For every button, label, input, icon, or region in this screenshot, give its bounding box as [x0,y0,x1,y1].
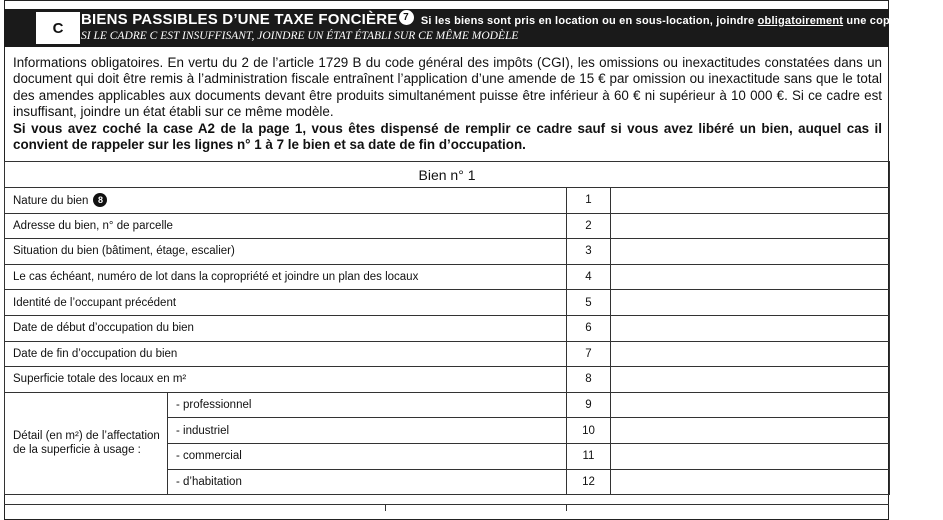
row-input-cell[interactable] [611,213,890,239]
section-subtitle: SI LE CADRE C EST INSUFFISANT, JOINDRE UN ÉTAT ÉTABLI SUR CE MÊME MODÈLE [81,30,519,42]
info-paragraph: Informations obligatoires. En vertu du 2 de l’article 1729 B du code général des impôts (CGI), les omissions ou inexactitudes constatées dans un document qui doit être remis à l’administration fiscale entraînent l’application d’une amende de 15 € par omission ou inexactitude sans que le total des amendes applicables aux documents devant être produits simultanément puisse être inférieur à 60 € ni supérieur à 10 000 €. Si ce cadre est insuffisant, joindre un état établi sur ce même modèle. [13,55,882,120]
row-label: - professionnel [168,392,567,418]
divider [385,504,386,511]
row-number: 7 [567,341,611,367]
row-label: Situation du bien (bâtiment, étage, escalier) [5,239,567,265]
row-number: 5 [567,290,611,316]
row-label: - d’habitation [168,469,567,495]
table-row [5,367,890,393]
row-label: Adresse du bien, n° de parcelle [5,213,567,239]
row-label: - industriel [168,418,567,444]
row-label: Date de début d’occupation du bien [5,315,567,341]
row-input-cell[interactable] [611,315,890,341]
row-number: 11 [567,443,611,469]
row-input-cell[interactable] [611,469,890,495]
row-label: Le cas échéant, numéro de lot dans la copropriété et joindre un plan des locaux [5,264,567,290]
property-table [4,161,890,495]
row-label: Nature du bien 8 [5,188,567,214]
row-number: 4 [567,264,611,290]
row-number: 2 [567,213,611,239]
divider [4,504,889,505]
info-bold-paragraph: Si vous avez coché la case A2 de la page 1, vous êtes dispensé de remplir ce cadre sauf si vous avez libéré un bien, auquel cas il convient de rappeler sur les lignes n° 1 à 7 le bien et sa date de fin d’occupation. [13,120,882,153]
note-7-icon: 7 [399,10,414,25]
table-title: Bien n° 1 [5,162,890,188]
table-row [5,290,890,316]
table-row [5,213,890,239]
table-row [5,341,890,367]
row-input-cell[interactable] [611,188,890,214]
row-label: Identité de l’occupant précédent [5,290,567,316]
row-input-cell[interactable] [611,239,890,265]
detail-label: Détail (en m²) de l’affectation de la superficie à usage : [5,392,168,494]
section-title-text: BIENS PASSIBLES D’UNE TAXE FONCIÈRE [81,11,398,28]
row-number: 6 [567,315,611,341]
info-block [13,55,882,153]
row-number: 10 [567,418,611,444]
row-input-cell[interactable] [611,264,890,290]
table-row [5,188,890,214]
row-input-cell[interactable] [611,392,890,418]
section-code: C [36,12,80,44]
row-input-cell[interactable] [611,341,890,367]
lease-note-emphasis: obligatoirement [757,15,844,27]
row-input-cell[interactable] [611,418,890,444]
table-row [5,392,890,418]
row-label: Date de fin d’occupation du bien [5,341,567,367]
section-title [81,10,943,28]
row-input-cell[interactable] [611,443,890,469]
row-number: 1 [567,188,611,214]
note-8-icon: 8 [93,193,107,207]
row-number: 12 [567,469,611,495]
row-input-cell[interactable] [611,290,890,316]
table-row [5,315,890,341]
table-row [5,239,890,265]
divider [566,504,567,511]
table-row [5,264,890,290]
row-label: - commercial [168,443,567,469]
row-number: 8 [567,367,611,393]
row-number: 3 [567,239,611,265]
row-label: Superficie totale des locaux en m² [5,367,567,393]
row-input-cell[interactable] [611,367,890,393]
row-number: 9 [567,392,611,418]
lease-note: Si les biens sont pris en location ou en sous-location, joindre obligatoirement une copie du bail. [420,15,943,27]
